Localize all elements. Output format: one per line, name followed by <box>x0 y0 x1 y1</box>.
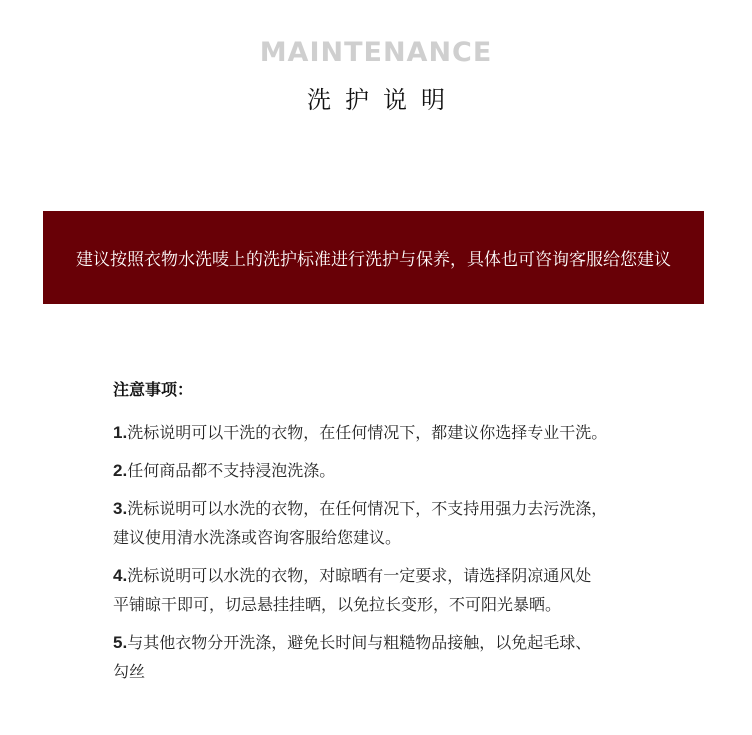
note-number: 5. <box>113 633 128 652</box>
note-item-3 <box>113 494 713 552</box>
title-english: MAINTENANCE <box>259 37 493 68</box>
note-text: 洗标说明可以水洗的衣物，对晾晒有一定要求，请选择阴凉通风处 <box>127 566 592 585</box>
title-chinese: 洗护说明 <box>307 86 459 114</box>
note-text-continued: 勾丝 <box>113 662 146 681</box>
note-item-2 <box>113 456 713 485</box>
note-number: 4. <box>113 566 128 585</box>
note-line <box>113 561 713 590</box>
note-line <box>113 418 713 447</box>
care-advice-text: 建议按照衣物水洗唛上的洗护标准进行洗护与保养，具体也可咨询客服给您建议 <box>76 250 671 270</box>
note-text: 与其他衣物分开洗涤，避免长时间与粗糙物品接触，以免起毛球、 <box>127 633 592 652</box>
notes-heading: 注意事项： <box>113 380 194 399</box>
note-line <box>113 494 713 523</box>
note-text-continued: 平铺晾干即可，切忌悬挂挂晒，以免拉长变形，不可阳光暴晒。 <box>113 595 562 614</box>
note-number: 1. <box>113 423 128 442</box>
note-text: 洗标说明可以干洗的衣物，在任何情况下，都建议你选择专业干洗。 <box>127 423 608 442</box>
note-line <box>113 456 713 485</box>
notes-section <box>113 378 713 695</box>
care-advice-banner <box>43 211 704 304</box>
note-text: 洗标说明可以水洗的衣物，在任何情况下，不支持用强力去污洗涤， <box>127 499 608 518</box>
note-text: 任何商品都不支持浸泡洗涤。 <box>127 461 336 480</box>
note-number: 2. <box>113 461 128 480</box>
note-number: 3. <box>113 499 128 518</box>
note-item-4 <box>113 561 713 619</box>
note-item-5 <box>113 628 713 686</box>
note-text-continued: 建议使用清水洗涤或咨询客服给您建议。 <box>113 528 402 547</box>
note-line <box>113 628 713 657</box>
note-item-1 <box>113 418 713 447</box>
